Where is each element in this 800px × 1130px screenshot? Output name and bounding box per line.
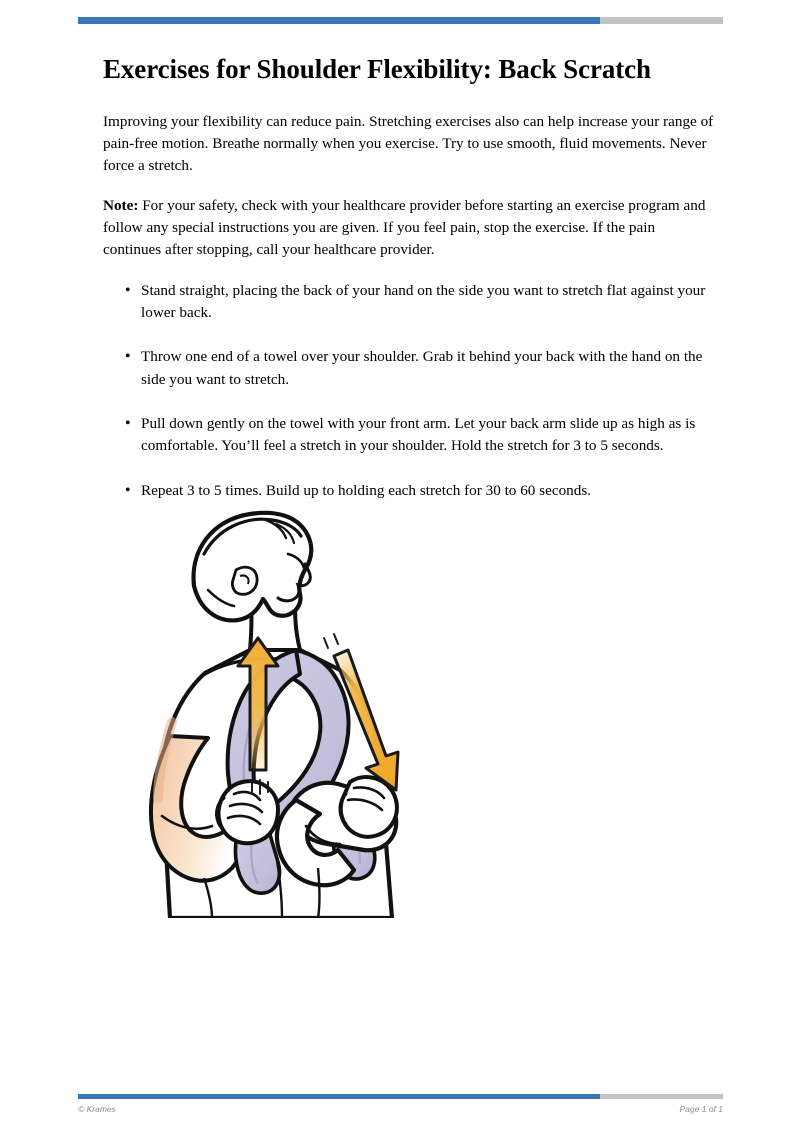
note-label: Note: (103, 197, 139, 215)
page-footer (78, 1102, 723, 1116)
list-item: • Repeat 3 to 5 times. Build up to holding each stretch for 30 to 60 seconds. (103, 480, 711, 502)
footer-rule (78, 1094, 723, 1099)
footer-rule-blue-segment (78, 1094, 600, 1099)
steps-list (103, 280, 717, 502)
lower-hand (219, 781, 278, 843)
footer-copyright: © Krames (78, 1104, 116, 1114)
list-item: • Stand straight, placing the back of your hand on the side you want to stretch flat against your lower back. (103, 280, 711, 325)
exercise-illustration (100, 498, 440, 918)
ear (232, 567, 257, 594)
list-item: • Pull down gently on the towel with your front arm. Let your back arm slide up as high as is comfortable. You’ll feel a stretch in your shoulder. Hold the stretch for 3 to 5 seconds. (103, 413, 711, 458)
header-rule-blue-segment (78, 17, 600, 24)
list-item: • Throw one end of a towel over your shoulder. Grab it behind your back with the hand on the side you want to stretch. (103, 346, 711, 391)
note-text: For your safety, check with your healthcare provider before starting an exercise program and follow any special instructions you are given. If you feel pain, stop the exercise. If the pain continues after stopping, call your healthcare provider. (103, 197, 706, 259)
down-arrow-motion-dash-2 (334, 634, 338, 644)
figure-drawing (151, 513, 398, 918)
down-arrow-motion-dash-1 (324, 638, 328, 648)
document-body (103, 52, 717, 524)
page-title: Exercises for Shoulder Flexibility: Back Scratch (103, 54, 651, 84)
intro-paragraph: Improving your flexibility can reduce pain. Stretching exercises also can help increase your range of pain-free motion. Breathe normally when you exercise. Try to use smooth, fluid movements. Never force a stretch. (103, 112, 714, 174)
header-rule (78, 17, 723, 24)
header-rule-gray-segment (600, 17, 723, 24)
note-paragraph (103, 195, 717, 262)
footer-rule-gray-segment (600, 1094, 723, 1099)
footer-page-indicator: Page 1 of 1 (679, 1104, 723, 1114)
